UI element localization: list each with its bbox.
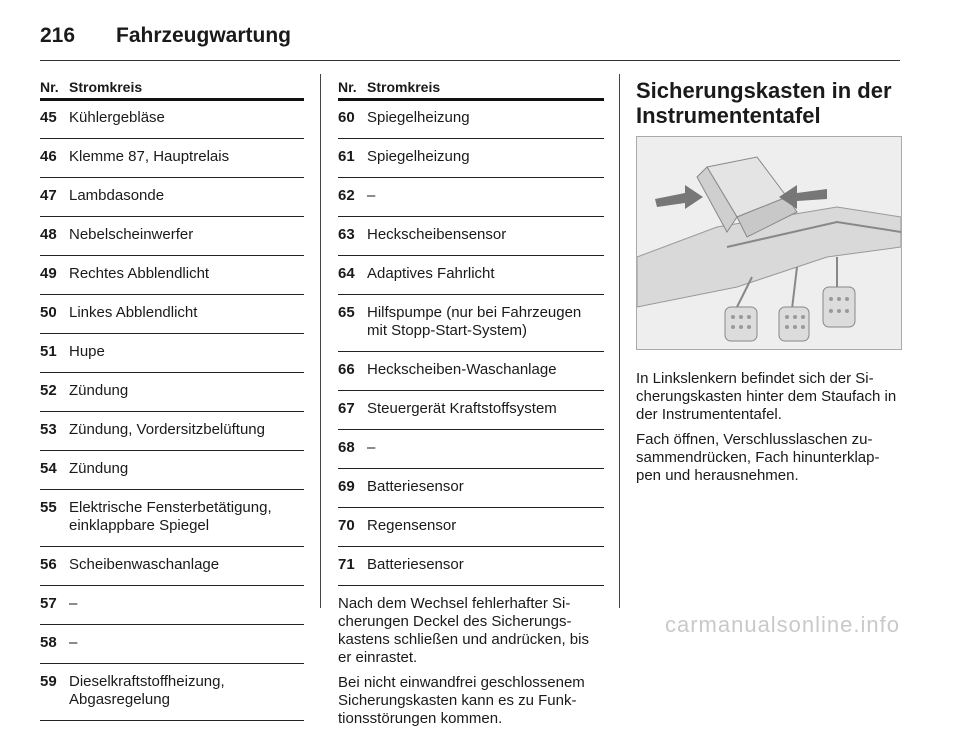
- header-divider: [40, 60, 900, 61]
- table-row: [40, 226, 304, 244]
- row-divider: [40, 411, 304, 412]
- circuit-name: Batteriesensor: [367, 556, 464, 573]
- circuit-name: Zündung, Vordersitzbelüftung: [69, 421, 265, 438]
- circuit-name: Hilfspumpe (nur bei Fahrzeugen mit Stopp-Start-System): [367, 304, 582, 339]
- table-row: [40, 343, 304, 361]
- page-title: Fahrzeugwartung: [116, 24, 292, 47]
- body-paragraph: Nach dem Wechsel fehlerhafter Si-cherungen Deckel des Sicherungs-kastens schließen und andrücken, bis er einrastet.: [338, 595, 589, 666]
- table-row: [40, 421, 304, 439]
- row-divider: [338, 546, 604, 547]
- table-row: [40, 634, 304, 652]
- row-divider: [40, 663, 304, 664]
- row-divider: [338, 390, 604, 391]
- table-row: [338, 226, 604, 244]
- row-divider: [338, 138, 604, 139]
- table-row: [338, 265, 604, 283]
- page-number: 216: [40, 24, 76, 47]
- table-row: [40, 673, 304, 709]
- table-row: [338, 304, 604, 340]
- circuit-name: Scheibenwaschanlage: [69, 556, 220, 573]
- fuse-number: 51: [40, 343, 57, 360]
- circuit-name: Nebelscheinwerfer: [69, 226, 194, 243]
- table-row: [338, 400, 604, 418]
- fuse-number: 66: [338, 361, 355, 378]
- table-row: [338, 361, 604, 379]
- fuse-number: 47: [40, 187, 57, 204]
- table-row: [40, 499, 304, 535]
- fuse-number: 71: [338, 556, 355, 573]
- table-body: [338, 109, 604, 586]
- circuit-name: Lambdasonde: [69, 187, 165, 204]
- circuit-name: –: [367, 187, 376, 204]
- fuse-number: 67: [338, 400, 355, 417]
- circuit-name: Rechtes Abblendlicht: [69, 265, 210, 282]
- dashboard-pedals-drawing: [637, 137, 901, 349]
- fuse-number: 68: [338, 439, 355, 456]
- circuit-name: Kühlergebläse: [69, 109, 165, 126]
- row-divider: [40, 489, 304, 490]
- fuse-number: 46: [40, 148, 57, 165]
- row-divider: [338, 468, 604, 469]
- fuse-table-left: [40, 76, 304, 730]
- row-divider: [338, 585, 604, 586]
- fuse-number: 49: [40, 265, 57, 282]
- circuit-name: Regensensor: [367, 517, 457, 534]
- table-row: [338, 187, 604, 205]
- table-header: [40, 76, 304, 101]
- circuit-name: –: [69, 634, 78, 651]
- table-row: [338, 439, 604, 457]
- fuse-number: 55: [40, 499, 57, 516]
- fuse-number: 62: [338, 187, 355, 204]
- fuse-number: 56: [40, 556, 57, 573]
- circuit-name: Klemme 87, Hauptrelais: [69, 148, 230, 165]
- table-row: [40, 595, 304, 613]
- watermark: carmanualsonline.info: [664, 612, 900, 637]
- fuse-table-right-column: [338, 76, 604, 735]
- fuse-number: 59: [40, 673, 57, 690]
- row-divider: [338, 351, 604, 352]
- fuse-number: 60: [338, 109, 355, 126]
- row-divider: [338, 507, 604, 508]
- table-row: [40, 187, 304, 205]
- circuit-name: Zündung: [69, 382, 129, 399]
- row-divider: [338, 255, 604, 256]
- table-row: [338, 517, 604, 535]
- circuit-name: Hupe: [69, 343, 105, 360]
- table-row: [40, 382, 304, 400]
- fuse-number: 58: [40, 634, 57, 651]
- section-title: Sicherungskasten in der Instrumententafel: [636, 78, 892, 128]
- circuit-name: Batteriesensor: [367, 478, 464, 495]
- circuit-name: Heckscheiben-Waschanlage: [367, 361, 557, 378]
- circuit-name: –: [69, 595, 78, 612]
- fuse-number: 70: [338, 517, 355, 534]
- row-divider: [40, 546, 304, 547]
- fuse-number: 57: [40, 595, 57, 612]
- body-paragraph: Fach öffnen, Verschlusslaschen zu-sammendrücken, Fach hinunterklap-pen und herausnehmen.: [636, 431, 880, 484]
- circuit-name: Heckscheibensensor: [367, 226, 507, 243]
- fuse-number: 64: [338, 265, 355, 282]
- column-header-nr: Nr.: [338, 79, 357, 95]
- fuse-number: 65: [338, 304, 355, 321]
- row-divider: [338, 177, 604, 178]
- circuit-name: Elektrische Fensterbetätigung, einklappbare Spiegel: [69, 499, 272, 534]
- circuit-name: Zündung: [69, 460, 129, 477]
- fuse-box-illustration: [636, 136, 902, 350]
- fuse-number: 69: [338, 478, 355, 495]
- circuit-name: Spiegelheizung: [367, 148, 470, 165]
- fuse-number: 53: [40, 421, 57, 438]
- circuit-name: Steuergerät Kraftstoffsystem: [367, 400, 557, 417]
- row-divider: [40, 138, 304, 139]
- circuit-name: Adaptives Fahrlicht: [367, 265, 495, 282]
- row-divider: [40, 255, 304, 256]
- circuit-name: Linkes Abblendlicht: [69, 304, 198, 321]
- body-paragraph: Bei nicht einwandfrei geschlossenem Sicherungskasten kann es zu Funk-tionsstörungen kommen.: [338, 674, 585, 727]
- table-row: [40, 304, 304, 322]
- row-divider: [338, 429, 604, 430]
- table-row: [338, 556, 604, 574]
- page-header: [40, 14, 920, 58]
- row-divider: [40, 372, 304, 373]
- fuse-number: 54: [40, 460, 57, 477]
- table-row: [40, 148, 304, 166]
- row-divider: [40, 720, 304, 721]
- column-divider-left: [320, 74, 321, 608]
- circuit-name: Spiegelheizung: [367, 109, 470, 126]
- table-row: [338, 109, 604, 127]
- circuit-name: –: [367, 439, 376, 456]
- body-paragraph: In Linkslenkern befindet sich der Si-cherungskasten hinter dem Staufach in der Instrumententafel.: [636, 370, 897, 423]
- row-divider: [338, 294, 604, 295]
- row-divider: [40, 294, 304, 295]
- table-row: [40, 556, 304, 574]
- column-header-circuit: Stromkreis: [367, 79, 441, 95]
- fuse-number: 50: [40, 304, 57, 321]
- table-row: [338, 478, 604, 496]
- row-divider: [40, 450, 304, 451]
- column-divider-right: [619, 74, 620, 608]
- circuit-name: Dieselkraftstoffheizung, Abgasregelung: [69, 673, 225, 708]
- fuse-number: 52: [40, 382, 57, 399]
- table-row: [40, 109, 304, 127]
- row-divider: [40, 624, 304, 625]
- instrument-panel-section: [636, 78, 900, 492]
- fuse-number: 63: [338, 226, 355, 243]
- table-row: [40, 265, 304, 283]
- column-header-circuit: Stromkreis: [69, 79, 143, 95]
- table-body: [40, 109, 304, 721]
- row-divider: [40, 216, 304, 217]
- row-divider: [40, 333, 304, 334]
- table-row: [338, 148, 604, 166]
- fuse-number: 61: [338, 148, 355, 165]
- row-divider: [338, 216, 604, 217]
- table-header: [338, 76, 604, 101]
- column-header-nr: Nr.: [40, 79, 59, 95]
- table-row: [40, 460, 304, 478]
- row-divider: [40, 585, 304, 586]
- fuse-number: 45: [40, 109, 57, 126]
- fuse-number: 48: [40, 226, 57, 243]
- row-divider: [40, 177, 304, 178]
